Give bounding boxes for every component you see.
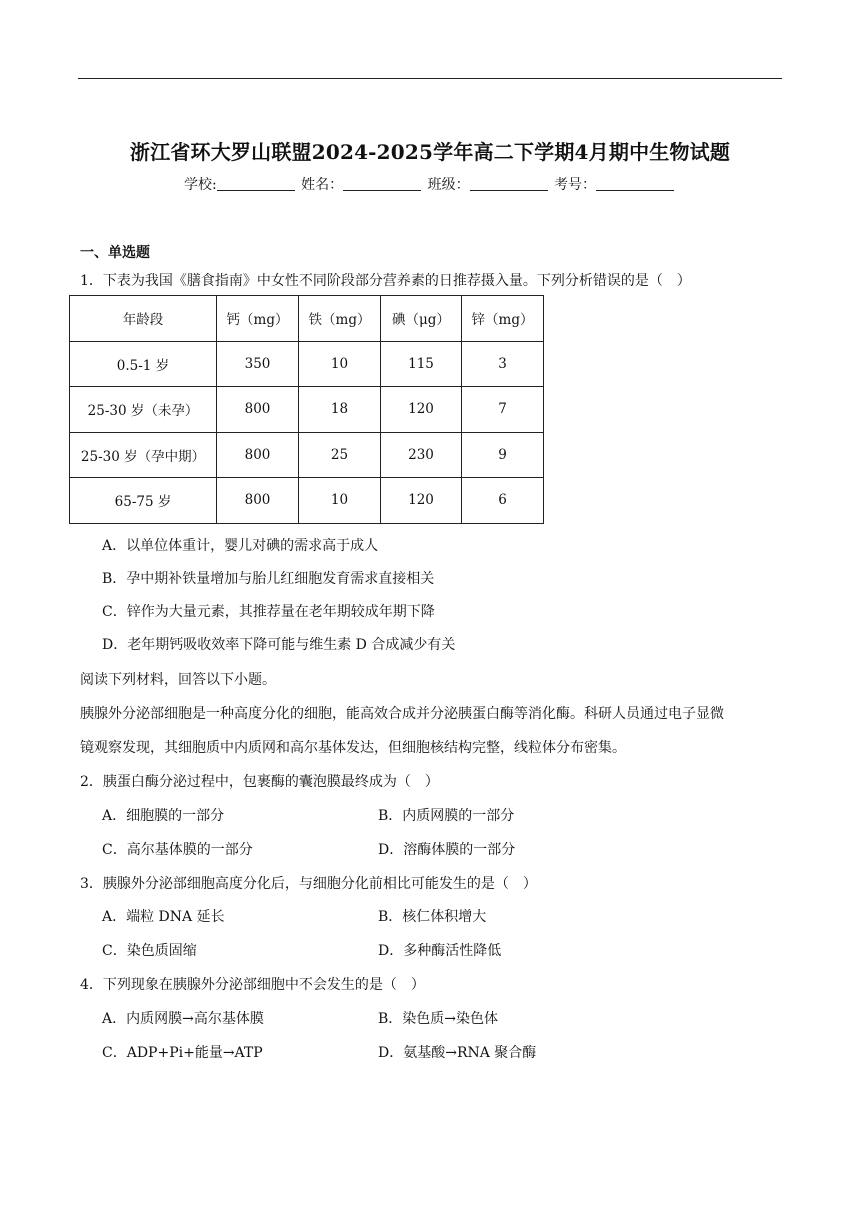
q1-stem: 1．下表为我国《膳食指南》中女性不同阶段部分营养素的日推荐摄入量。下列分析错误的是（ ） [80,273,691,289]
q4-option-d: D．氨基酸→RNA 聚合酶 [378,1045,537,1061]
q2-option-c: C．高尔基体膜的一部分 [102,842,253,858]
class-label: 班级： [427,177,470,193]
q1-option-d: D．老年期钙吸收效率下降可能与维生素 D 合成减少有关 [102,637,456,653]
table-cell: 7 [462,387,544,433]
table-cell: 115 [381,341,462,387]
q3-option-a: A．端粒 DNA 延长 [102,909,225,925]
table-cell: 10 [299,478,381,524]
table-cell: 3 [462,341,544,387]
table-cell: 25-30 岁（未孕） [70,387,217,433]
name-label: 姓名： [301,177,344,193]
table-header-cell: 铁（mg） [299,296,381,342]
material-text-line: 镜观察发现，其细胞质中内质网和高尔基体发达，但细胞核结构完整，线粒体分布密集。 [80,740,626,756]
table-header-cell: 年龄段 [70,296,217,342]
exam-number-blank [596,176,674,191]
q2-stem: 2．胰蛋白酶分泌过程中，包裹酶的囊泡膜最终成为（ ） [80,774,439,790]
q4-option-b: B．染色质→染色体 [378,1011,499,1027]
school-label: 学校: [183,177,217,193]
school-blank [217,176,295,191]
q1-option-b: B．孕中期补铁量增加与胎儿红细胞发育需求直接相关 [102,571,435,587]
q4-option-a: A．内质网膜→高尔基体膜 [102,1011,264,1027]
table-header-cell: 碘（μg） [381,296,462,342]
table-row [70,387,544,433]
exam-number-label: 考号： [554,177,597,193]
table-cell: 25-30 岁（孕中期） [70,432,217,478]
material-intro: 阅读下列材料，回答以下小题。 [80,672,276,688]
table-cell: 350 [217,341,299,387]
class-blank [470,176,548,191]
table-cell: 800 [217,478,299,524]
q1-option-c: C．锌作为大量元素，其推荐量在老年期较成年期下降 [102,604,435,620]
q2-option-b: B．内质网膜的一部分 [378,808,515,824]
table-cell: 800 [217,387,299,433]
q2-option-a: A．细胞膜的一部分 [102,808,225,824]
table-cell: 230 [381,432,462,478]
nutrition-table [69,295,544,524]
table-cell: 10 [299,341,381,387]
q2-option-d: D．溶酶体膜的一部分 [378,842,516,858]
exam-title: 浙江省环大罗山联盟2024-2025学年高二下学期4月期中生物试题 [129,140,731,164]
table-cell: 120 [381,478,462,524]
table-cell: 120 [381,387,462,433]
header-rule [78,78,782,79]
q4-stem: 4．下列现象在胰腺外分泌部细胞中不会发生的是（ ） [80,977,425,993]
section-heading: 一、单选题 [80,245,150,261]
table-cell: 65-75 岁 [70,478,217,524]
q3-option-d: D．多种酶活性降低 [378,943,502,959]
table-cell: 18 [299,387,381,433]
student-info-line [0,174,860,194]
table-cell: 6 [462,478,544,524]
q3-option-c: C．染色质固缩 [102,943,197,959]
table-header-cell: 钙（mg） [217,296,299,342]
name-blank [343,176,421,191]
table-header-cell: 锌（mg） [462,296,544,342]
table-header-row [70,296,544,342]
q4-option-c: C．ADP+Pi+能量→ATP [102,1045,263,1061]
table-row [70,432,544,478]
table-row [70,341,544,387]
q1-option-a: A．以单位体重计，婴儿对碘的需求高于成人 [102,538,379,554]
q3-option-b: B．核仁体积增大 [378,909,487,925]
table-cell: 0.5-1 岁 [70,341,217,387]
table-cell: 800 [217,432,299,478]
table-row [70,478,544,524]
material-text-line: 胰腺外分泌部细胞是一种高度分化的细胞，能高效合成并分泌胰蛋白酶等消化酶。科研人员通过电子显微 [80,706,724,722]
table-cell: 25 [299,432,381,478]
table-cell: 9 [462,432,544,478]
q3-stem: 3．胰腺外分泌部细胞高度分化后，与细胞分化前相比可能发生的是（ ） [80,876,537,892]
